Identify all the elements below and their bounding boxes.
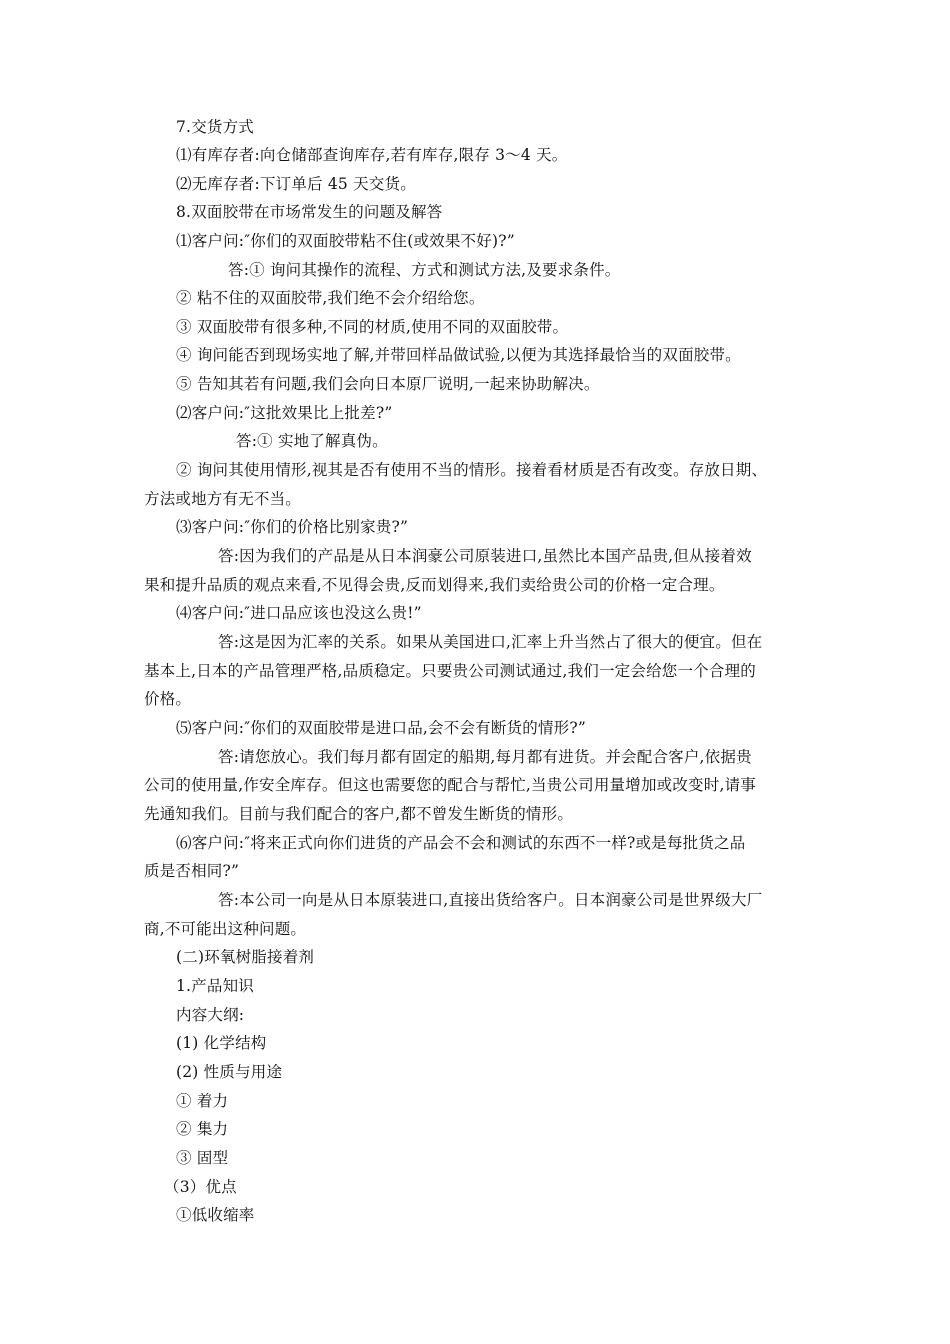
text-line: 质是否相同?” <box>144 862 240 880</box>
heading-epoxy-adhesive: (二)环氧树脂接着剂 <box>176 948 315 966</box>
text-line: ② 粘不住的双面胶带,我们绝不会介绍给您。 <box>176 289 485 307</box>
text-line: 果和提升品质的观点来看,不见得会贵,反而划得来,我们卖给贵公司的价格一定合理。 <box>144 576 725 594</box>
text-line: 方法或地方有无不当。 <box>144 490 302 508</box>
text-line: (1) 化学结构 <box>176 1034 267 1052</box>
text-line: ⑹客户问:″将来正式向你们进货的产品会不会和测试的东西不一样?或是每批货之品 <box>176 834 746 852</box>
text-line: ⑴有库存者:向仓储部查询库存,若有库存,限存 3～4 天。 <box>176 146 568 164</box>
text-line: ② 集力 <box>176 1120 229 1138</box>
text-line: (2) 性质与用途 <box>176 1063 283 1081</box>
text-line: ⑵无库存者:下订单后 45 天交货。 <box>176 175 416 193</box>
text-line: ① 着力 <box>176 1092 229 1110</box>
text-line: 先通知我们。目前与我们配合的客户,都不曾发生断货的情形。 <box>144 805 574 823</box>
text-line: 商,不可能出这种问题。 <box>144 920 307 938</box>
text-line: 答:① 询问其操作的流程、方式和测试方法,及要求条件。 <box>228 261 621 279</box>
text-line: 公司的使用量,作安全库存。但这也需要您的配合与帮忙,当贵公司用量增加或改变时,请事 <box>144 776 756 794</box>
text-line: ③ 双面胶带有很多种,不同的材质,使用不同的双面胶带。 <box>176 318 569 336</box>
text-line: 答:这是因为汇率的关系。如果从美国进口,汇率上升当然占了很大的便宜。但在 <box>218 633 763 651</box>
text-line: 答:本公司一向是从日本原装进口,直接出货给客户。日本润豪公司是世界级大厂 <box>218 891 763 909</box>
text-line: ①低收缩率 <box>176 1206 255 1224</box>
text-line: 答:因为我们的产品是从日本润豪公司原装进口,虽然比本国产品贵,但从接着效 <box>218 547 752 565</box>
text-line: ⑸客户问:″你们的双面胶带是进口品,会不会有断货的情形?” <box>176 719 586 737</box>
text-line: 答:请您放心。我们每月都有固定的船期,每月都有进货。并会配合客户,依据贵 <box>218 748 752 766</box>
text-line: ④ 询问能否到现场实地了解,并带回样品做试验,以便为其选择最恰当的双面胶带。 <box>176 346 741 364</box>
text-line: ② 询问其使用情形,视其是否有使用不当的情形。接着看材质是否有改变。存放日期、 <box>176 461 768 479</box>
text-line: 答:① 实地了解真伪。 <box>236 432 388 450</box>
text-line: 基本上,日本的产品管理严格,品质稳定。只要贵公司测试通过,我们一定会给您一个合理的 <box>144 662 756 680</box>
heading-faq: 8.双面胶带在市场常发生的问题及解答 <box>176 203 443 221</box>
text-line: ③ 固型 <box>176 1149 229 1167</box>
text-line: ⑶客户问:″你们的价格比别家贵?” <box>176 518 409 536</box>
text-line: ⑷客户问:″进口品应该也没这么贵!” <box>176 604 422 622</box>
heading-product-knowledge: 1.产品知识 <box>176 977 254 995</box>
text-line: 价格。 <box>144 690 192 708</box>
text-line: 内容大纲: <box>176 1006 245 1024</box>
text-line: ⑵客户问:″这批效果比上批差?” <box>176 404 393 422</box>
text-line: （3）优点 <box>164 1178 237 1196</box>
heading-delivery-method: 7.交货方式 <box>176 118 254 136</box>
text-line: ⑴客户问:″你们的双面胶带粘不住(或效果不好)?” <box>176 232 515 250</box>
text-line: ⑤ 告知其若有问题,我们会向日本原厂说明,一起来协助解决。 <box>176 375 600 393</box>
